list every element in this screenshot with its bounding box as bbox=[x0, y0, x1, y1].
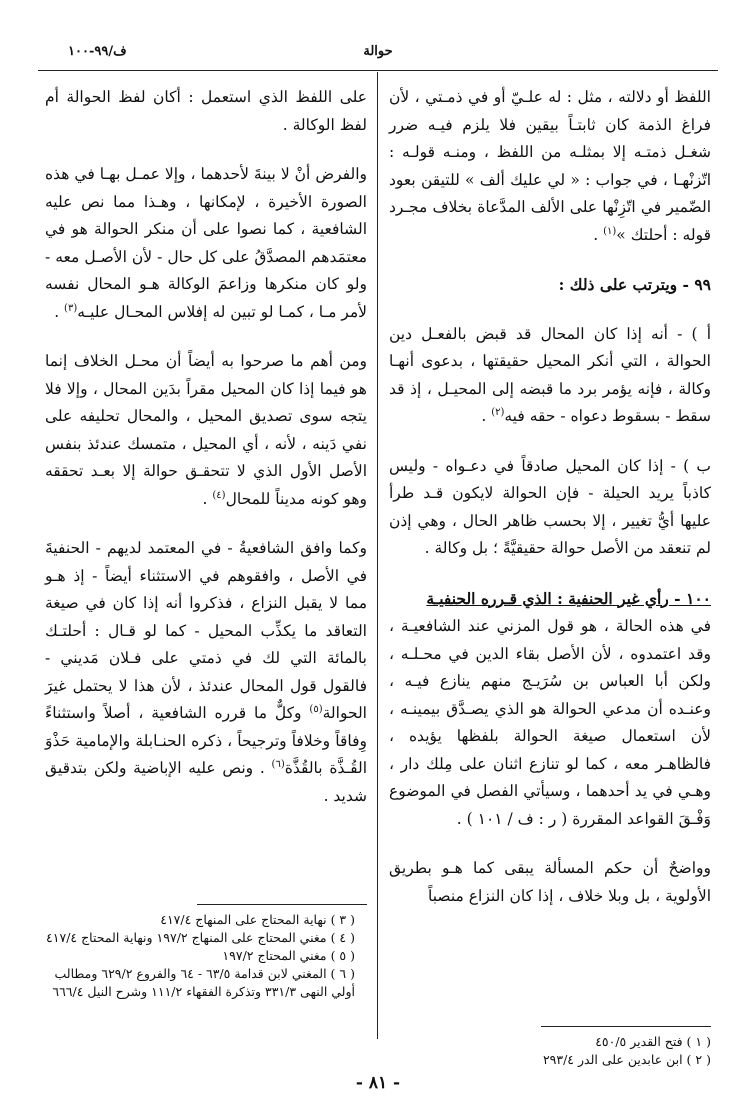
header-rule bbox=[38, 70, 718, 71]
footnotes-right bbox=[389, 1026, 711, 1069]
paragraph: وواضحٌ أن حكم المسألة يبقى كما هـو بطريق الأولوية ، بل وبلا خلاف ، إذا كان النزاع منصباً bbox=[389, 859, 711, 905]
footnote-ref: (٥) bbox=[309, 703, 323, 715]
footnote-ref: (٢) bbox=[491, 406, 505, 418]
footnote-ref: (٣) bbox=[64, 302, 78, 314]
footnote-ref: (١) bbox=[603, 225, 617, 237]
paragraph-a: أ ) - أنه إذا كان المحال قد قبض بالفعـل دين الحوالة ، التي أنكر المحيل حقيقتها ، بدعوى أنهـا وكالة ، فإنه يؤمر برد ما قبضه إلى المحيـل ، إذ قد سقط - بسقوط دعواه - حقه فيه$^{(٢)}$ . bbox=[389, 324, 711, 425]
paragraph-b: ب ) - إذا كان المحيل صادقاً في دعـواه - وليس كاذباً يريد الحيلة - فإن الحوالة لايكون قـد طرأ عليها أيُّ تغيير ، إلا بحسب ظاهر الحال ، وهي إذن لم تنعقد من الأصل حوالة حقيقيَّةً ؛ بل وكالة . bbox=[389, 456, 711, 557]
footnote: ( ٢ ) ابن عابدين على الدر ٢٩٣/٤ bbox=[542, 1052, 711, 1067]
footnote: ( ٥ ) مغني المحتاج ١٩٧/٢ bbox=[222, 948, 355, 963]
section-heading-99: ٩٩ - ويترتب على ذلك : bbox=[558, 275, 711, 294]
section-heading-100: ١٠٠ - رأي غير الحنفية : الذي قـرره الحنفيـة bbox=[426, 588, 711, 608]
footnote-rule bbox=[541, 1026, 711, 1027]
footnote: ( ٣ ) نهاية المحتاج على المنهاج ٤١٧/٤ bbox=[160, 912, 355, 927]
footnote: ( ٤ ) مغني المحتاج على المنهاج ١٩٧/٢ ونهاية المحتاج ٤١٧/٤ bbox=[46, 930, 355, 945]
paragraph: على اللفظ الذي استعمل : أكان لفظ الحوالة أم لفظ الوكالة . bbox=[45, 88, 367, 134]
section-range: ف/٩٩-١٠٠ bbox=[68, 44, 127, 59]
left-column bbox=[45, 84, 367, 810]
paragraph: اللفظ أو دلالته ، مثل : له علـيّ أو في ذمـتي ، لأن فراغ الذمة كان ثابتـاً بيقين فلا يلزم فيـه ضرر شغـل ذمتـه إلا بمثلـه من اللفظ ، ومنـه قولـه : اتّزنْهـا ، في جواب : « لي عليك ألف » للتيقن بعود الضّمير في اتّزِنْها على الألف المدَّعاة بخلاف مجـرد قوله : أحلتك »$^{(١)}$ . bbox=[389, 88, 711, 244]
page-header bbox=[40, 34, 716, 62]
footnote-rule bbox=[197, 904, 367, 905]
footnote-ref: (٦) bbox=[271, 758, 285, 770]
section-100 bbox=[389, 585, 711, 614]
paragraph: وكما وافق الشافعيةُ - في المعتمد لديهم - الحنفيةَ في الأصل ، وافقوهم في الاستثناء أيضاً - إذ هـو مما لا يقبل النزاع ، فذكروا أنه إذا كان في صيغة التعاقد ما يكذِّب المحيل - كما لو قـال : أحلتـك بالمائة التي لك في ذمتي على فـلان مَديني - فالقول قول المحال عندئذ ، لأن هذا لا يحتمل غيرَ الحوالة$^{(٥)}$ وكلٌّ ما قرره الشافعية ، أصلاً واستثناءً وِفاقاً وخلافاً وترجيحاً ، ذكره الحنـابلة والإمامية حَذْوَ القُـذَّة بالقُذَّة$^{(٦)}$ . ونص عليه الإباضية ولكن بتدقيق شديد . bbox=[45, 539, 367, 805]
column-divider bbox=[377, 72, 378, 1039]
footnote: ( ٦ ) المغني لابن قدامة ٦٣/٥ - ٦٤ والفروع ٦٢٩/٢ ومطالب أولي النهى ٣٣١/٣ وتذكرة الفقهاء ١١١/٢ وشرح النيل ٦٦٦/٤ bbox=[52, 966, 355, 999]
paragraph: في هذه الحالة ، هو قول المزني عند الشافعيـة ، وقد اعتمدوه ، لأن الأصل بقاء الدين في محـلـه ، ولكن أبا العباس بن سُرَيـج منهم ينازع فيـه ، وعنـده أن مدعي الحوالة هو الذي يصـدَّق بيمينـه ، لأن استعمال صيغة الحوالة بلفظها يؤيده ، فالظاهـر معه ، كما لو تنازع اثنان على مِلك دار ، وهـي في يد أحدهما ، وسيأتي الفصل في الموضوع وَفْـقَ القواعد المقررة ( ر : ف / ١٠١ ) . bbox=[389, 617, 711, 828]
paragraph: ومن أهم ما صرحوا به أيضاً أن محـل الخلاف إنما هو فيما إذا كان المحيل مقراً بدَين المحال ، وإلا فلا يتجه سوى تصديق المحيل ، والمحال تحليفه على نفي دَينه ، لأنه ، أي المحيل ، متمسك عندئذ بنفس الأصل الأول الذي لا تتحقـق حوالة إلا بعـد تحققه وهو كونه مديناً للمحال$^{(٤)}$ . bbox=[45, 352, 367, 508]
footnote-ref: (٤) bbox=[212, 489, 226, 501]
running-title: حوالة bbox=[363, 44, 393, 59]
footnote: ( ١ ) فتح القدير ٤٥٠/٥ bbox=[595, 1034, 711, 1049]
page-number: - ٨١ - bbox=[355, 1073, 401, 1093]
paragraph: والفرض أنْ لا بينةَ لأحدهما ، وإلا عمـل بهـا في هذه الصورة الأخيرة ، لإمكانها ، وهـذا مما نص عليه الشافعية ، كما نصوا على أن منكر الحوالة هو في معتمَدهم المصدَّقُ على كل حال - لأن الأصـل معه - ولو كان منكرها وزاعمَ الوكالة هـو المحال نفسه لأمر مـا ، كمـا لو تبين له إفلاس المحـال عليـه$^{(٣)}$ . bbox=[45, 165, 367, 321]
right-column bbox=[389, 84, 711, 910]
footnotes-left bbox=[45, 904, 367, 1001]
